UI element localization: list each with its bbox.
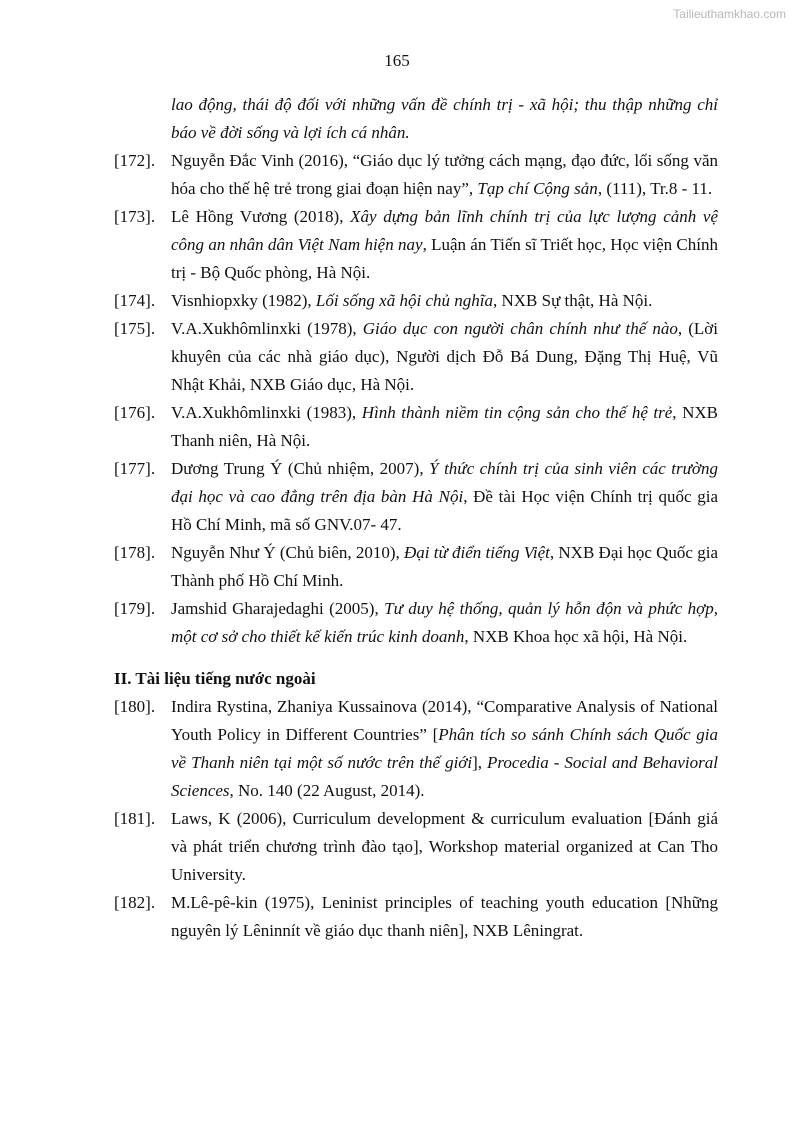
reference-item	[114, 595, 718, 651]
reference-text: Laws, K (2006), Curriculum development & curriculum evaluation [Đánh giá và phát triển chương trình đào tạo], Workshop material organized at Can Tho University.	[171, 809, 718, 884]
reference-number: [177].	[114, 459, 156, 478]
reference-number: [176].	[114, 403, 156, 422]
reference-text: Indira Rystina, Zhaniya Kussainova (2014), “Comparative Analysis of National Youth Policy in Different Countries” [	[171, 697, 718, 744]
reference-text: Jamshid Gharajedaghi (2005),	[171, 599, 385, 618]
reference-text: Visnhiopxky (1982),	[171, 291, 316, 310]
reference-text: , NXB Khoa học xã hội, Hà Nội.	[464, 627, 688, 646]
reference-item	[114, 889, 718, 945]
reference-text: M.Lê-pê-kin (1975), Leninist principles of teaching youth education [Những nguyên lý Lêninnít về giáo dục thanh niên], NXB Lêningrat.	[171, 893, 718, 940]
reference-item	[114, 805, 718, 889]
section-heading: II. Tài liệu tiếng nước ngoài	[114, 669, 316, 688]
reference-number: [175].	[114, 319, 156, 338]
reference-number: [174].	[114, 291, 156, 310]
reference-text: Dương Trung Ý (Chủ nhiệm, 2007),	[171, 459, 430, 478]
reference-text: , Luận án Tiến sĩ Triết học, Học viện Chính trị - Bộ Quốc phòng, Hà Nội.	[171, 235, 718, 282]
reference-text: ],	[472, 753, 488, 772]
reference-continuation	[171, 91, 718, 147]
reference-number: [172].	[114, 151, 156, 170]
reference-text: V.A.Xukhômlinxki (1983),	[171, 403, 362, 422]
reference-item	[114, 315, 718, 399]
reference-item	[114, 539, 718, 595]
reference-text: , NXB Thanh niên, Hà Nội.	[171, 403, 718, 450]
reference-text: Nguyễn Như Ý (Chủ biên, 2010),	[171, 543, 405, 562]
reference-text: Lê Hồng Vương (2018),	[171, 207, 351, 226]
reference-text: , (111), Tr.8 - 11.	[597, 179, 713, 198]
reference-text: , (Lời khuyên của các nhà giáo dục), Người dịch Đỗ Bá Dung, Đặng Thị Huệ, Vũ Nhật Khải, NXB Giáo dục, Hà Nội.	[171, 319, 718, 394]
reference-number: [181].	[114, 809, 156, 828]
reference-title: Lối sống xã hội chủ nghĩa	[315, 291, 493, 310]
reference-title: Phân tích so sánh Chính sách Quốc gia về Thanh niên tại một số nước trên thế giới	[171, 725, 718, 772]
watermark: Tailieuthamkhao.com	[673, 7, 786, 21]
reference-number: [173].	[114, 207, 156, 226]
reference-item	[114, 147, 718, 203]
reference-item	[114, 693, 718, 805]
page-number: 165	[384, 51, 410, 70]
reference-title: Tạp chí Cộng sản	[477, 179, 598, 198]
reference-text: , NXB Sự thật, Hà Nội.	[492, 291, 653, 310]
reference-item	[114, 203, 718, 287]
reference-title: Giáo dục con người chân chính như thế nào	[362, 319, 678, 338]
journal-title: Procedia - Social and Behavioral Sciences	[171, 753, 718, 800]
continuation-text: lao động, thái độ đối với những vấn đề chính trị - xã hội; thu thập những chỉ báo về đời sống và lợi ích cá nhân.	[171, 95, 718, 142]
reference-text: , Đề tài Học viện Chính trị quốc gia Hồ Chí Minh, mã số GNV.07- 47.	[171, 487, 718, 534]
reference-item	[114, 455, 718, 539]
reference-item	[114, 399, 718, 455]
reference-number: [179].	[114, 599, 156, 618]
reference-text: Nguyễn Đắc Vinh (2016), “Giáo dục lý tưởng cách mạng, đạo đức, lối sống văn hóa cho thế hệ trẻ trong giai đoạn hiện nay”,	[171, 151, 718, 198]
reference-title: Xây dựng bản lĩnh chính trị của lực lượng cảnh vệ công an nhân dân Việt Nam hiện nay	[171, 207, 718, 254]
reference-number: [180].	[114, 697, 156, 716]
reference-list	[114, 91, 718, 945]
reference-item	[114, 287, 718, 315]
reference-number: [178].	[114, 543, 156, 562]
reference-title: Đại từ điển tiếng Việt	[404, 543, 550, 562]
reference-text: V.A.Xukhômlinxki (1978),	[171, 319, 363, 338]
reference-title: Tư duy hệ thống, quản lý hỗn độn và phức hợp, một cơ sở cho thiết kế kiến trúc kinh doanh	[171, 599, 718, 646]
reference-title: Hình thành niềm tin cộng sản cho thế hệ trẻ	[361, 403, 673, 422]
vietnamese-references	[114, 147, 718, 651]
reference-text: , No. 140 (22 August, 2014).	[229, 781, 425, 800]
reference-number: [182].	[114, 893, 156, 912]
reference-title: Ý thức chính trị của sinh viên các trường đại học và cao đẳng trên địa bàn Hà Nội	[171, 459, 718, 506]
reference-text: , NXB Đại học Quốc gia Thành phố Hồ Chí Minh.	[171, 543, 718, 590]
